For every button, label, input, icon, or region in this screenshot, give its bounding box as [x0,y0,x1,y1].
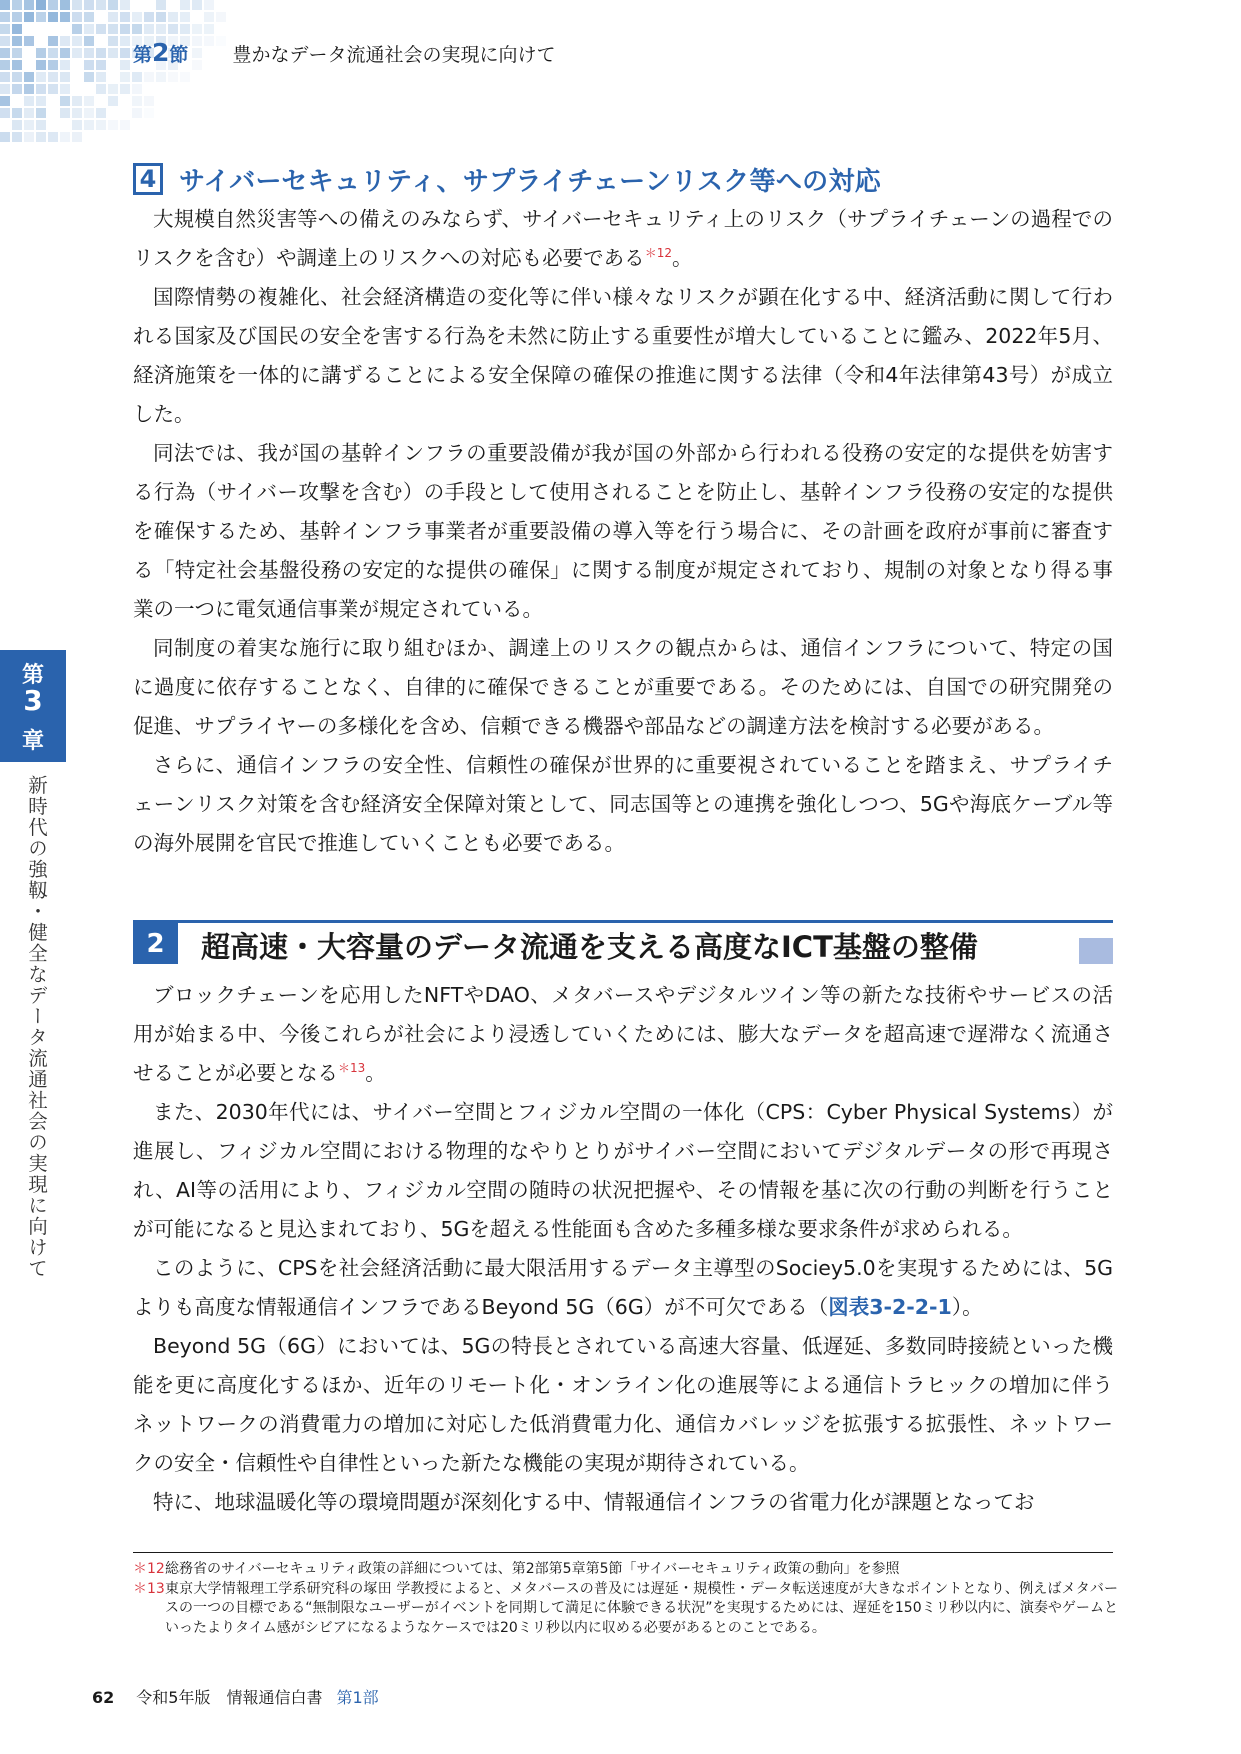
mosaic-square [48,0,58,10]
mosaic-square [144,96,154,106]
mosaic-square [60,48,70,58]
subsection-title: サイバーセキュリティ、サプライチェーンリスク等への対応 [179,166,882,197]
mosaic-square [60,132,70,142]
mosaic-square [60,72,70,82]
mosaic-square [108,12,118,22]
subsection-number: 4 [133,163,163,195]
mosaic-square [144,24,154,34]
mosaic-square [36,0,46,10]
footnote-divider [133,1552,1113,1553]
mosaic-square [120,120,130,130]
mosaic-square [144,72,154,82]
mosaic-square [96,24,106,34]
mosaic-square [72,48,82,58]
mosaic-square [180,0,190,10]
mosaic-square [0,24,10,34]
mosaic-square [72,96,82,106]
mosaic-square [48,12,58,22]
mosaic-square [60,0,70,10]
paragraph: 大規模自然災害等への備えのみならず、サイバーセキュリティ上のリスク（サプライチェーンの過程でのリスクを含む）や調達上のリスクへの対応も必要である$^{*12}$。 [133,207,1113,270]
mosaic-square [84,60,94,70]
mosaic-square [12,0,22,10]
mosaic-square [84,48,94,58]
mosaic-square [24,108,34,118]
section-heading-title: 超高速・大容量のデータ流通を支える高度なICT基盤の整備 [201,930,978,964]
paragraph: 同制度の着実な施行に取り組むほか、調達上のリスクの観点からは、通信インフラについて、特定の国に過度に依存することなく、自律的に確保できることが重要である。そのためには、自国での研究開発の促進、サプライヤーの多様化を含め、信頼できる機器や部品などの調達方法を検討する必要がある。 [133,636,1113,738]
mosaic-square [12,120,22,130]
paragraph: 国際情勢の複雑化、社会経済構造の変化等に伴い様々なリスクが顕在化する中、経済活動に関して行われる国家及び国民の安全を害する行為を未然に防止する重要性が増大していることに鑑み、2022年5月、経済施策を一体的に講ずることによる安全保障の確保の推進に関する法律（令和4年法律第43号）が成立した。 [133,285,1113,426]
mosaic-square [36,132,46,142]
page-number: 62 [92,1688,115,1707]
section-body [133,976,1113,1522]
mosaic-square [0,108,10,118]
mosaic-square [48,48,58,58]
mosaic-square [72,36,82,46]
mosaic-square [0,60,10,70]
mosaic-square [84,120,94,130]
mosaic-square [96,48,106,58]
footnotes [133,1560,1118,1638]
paragraph: 同法では、我が国の基幹インフラの重要設備が我が国の外部から行われる役務の安定的な提供を妨害する行為（サイバー攻撃を含む）の手段として使用されることを防止し、基幹インフラ役務の安定的な提供を確保するため、基幹インフラ事業者が重要設備の導入等を行う場合に、その計画を政府が事前に審査する「特定社会基盤役務の安定的な提供の確保」に関する制度が規定されており、規制の対象となり得る事業の一つに電気通信事業が規定されている。 [133,441,1113,621]
mosaic-square [72,108,82,118]
mosaic-square [132,108,142,118]
mosaic-square [204,12,214,22]
mosaic-square [12,24,22,34]
mosaic-square [84,24,94,34]
publication-title: 令和5年版 情報通信白書 [136,1688,323,1707]
paragraph: 特に、地球温暖化等の環境問題が深刻化する中、情報通信インフラの省電力化が課題となってお [153,1490,1035,1514]
mosaic-square [132,84,142,94]
running-header [133,38,555,67]
mosaic-square [0,36,10,46]
mosaic-square [168,12,178,22]
mosaic-square [96,0,106,10]
mosaic-square [144,12,154,22]
mosaic-square [216,12,226,22]
mosaic-square [60,60,70,70]
mosaic-square [132,12,142,22]
mosaic-square [48,36,58,46]
paragraph: さらに、通信インフラの安全性、信頼性の確保が世界的に重要視されていることを踏まえ、サプライチェーンリスク対策を含む経済安全保障対策として、同志国等との連携を強化しつつ、5Gや海底ケーブル等の海外展開を官民で推進していくことも必要である。 [133,753,1113,855]
mosaic-square [120,48,130,58]
mosaic-square [12,48,22,58]
mosaic-square [84,72,94,82]
mosaic-square [120,12,130,22]
mosaic-square [36,120,46,130]
mosaic-square [12,36,22,46]
mosaic-square [204,0,214,10]
mosaic-square [36,108,46,118]
mosaic-square [36,48,46,58]
mosaic-square [132,72,142,82]
mosaic-square [180,72,190,82]
mosaic-square [24,36,34,46]
mosaic-square [60,96,70,106]
paragraph: ブロックチェーンを応用したNFTやDAO、メタバースやデジタルツイン等の新たな技術やサービスの活用が始まる中、今後これらが社会により浸透していくためには、膨大なデータを超高速で遅滞なく流通させることが必要となる$^{*13}$。 [133,983,1113,1085]
mosaic-square [12,132,22,142]
mosaic-square [96,108,106,118]
figure-reference-link[interactable]: 図表3-2-2-1 [828,1295,952,1319]
mosaic-square [60,36,70,46]
mosaic-square [84,108,94,118]
mosaic-square [108,36,118,46]
mosaic-square [12,108,22,118]
mosaic-square [120,84,130,94]
mosaic-square [96,84,106,94]
mosaic-square [60,84,70,94]
mosaic-square [84,96,94,106]
mosaic-square [204,24,214,34]
heading-rule [133,920,1113,923]
mosaic-square [0,132,10,142]
mosaic-square [108,48,118,58]
mosaic-square [0,72,10,82]
mosaic-square [12,12,22,22]
paragraph: また、2030年代には、サイバー空間とフィジカル空間の一体化（CPS：Cyber Physical Systems）が進展し、フィジカル空間における物理的なやりとりがサイバー空間においてデジタルデータの形で再現され、AI等の活用により、フィジカル空間の随時の状況把握や、その情報を基に次の行動の判断を行うことが可能になると見込まれており、5Gを超える性能面も含めた多種多様な要求条件が求められる。 [133,1100,1113,1241]
mosaic-square [120,24,130,34]
mosaic-square [24,132,34,142]
mosaic-square [60,108,70,118]
mosaic-square [108,0,118,10]
mosaic-square [168,24,178,34]
mosaic-square [108,120,118,130]
heading-tab [1079,938,1113,964]
subsection-body [133,200,1113,863]
footnote-12: ＊12 総務省のサイバーセキュリティ政策の詳細については、第2部第5章第5節「サイバーセキュリティ政策の動向」を参照 [133,1561,900,1577]
mosaic-square [36,12,46,22]
mosaic-square [120,60,130,70]
mosaic-square [0,96,10,106]
mosaic-square [12,60,22,70]
mosaic-square [96,60,106,70]
mosaic-square [36,72,46,82]
footnote-ref-12[interactable]: ＊12 [644,246,672,261]
mosaic-square [108,96,118,106]
mosaic-square [48,72,58,82]
mosaic-square [24,84,34,94]
chapter-tab: 第 3 章 [0,650,66,762]
mosaic-square [0,0,10,10]
page-footer [92,1685,379,1708]
mosaic-square [96,120,106,130]
mosaic-square [48,60,58,70]
part-label: 第1部 [336,1688,379,1707]
mosaic-square [168,72,178,82]
mosaic-square [108,24,118,34]
mosaic-square [180,24,190,34]
mosaic-square [156,24,166,34]
mosaic-square [108,84,118,94]
mosaic-square [96,72,106,82]
mosaic-square [192,0,202,10]
mosaic-square [24,72,34,82]
mosaic-square [72,0,82,10]
mosaic-square [156,72,166,82]
mosaic-square [84,0,94,10]
mosaic-square [132,96,142,106]
mosaic-square [120,36,130,46]
mosaic-square [180,12,190,22]
mosaic-square [0,84,10,94]
corner-decoration [0,0,230,150]
mosaic-square [0,12,10,22]
mosaic-square [72,132,82,142]
footnote-13: ＊13 東京大学情報理工学系研究科の塚田 学教授によると、メタバースの普及には遅延・規模性・データ転送速度が大きなポイントとなり、例えばメタバースの一つの目標である“無制限なユーザーがイベントを同期して満足に体験できる状況”を実現するためには、遅延を150ミリ秒以内に、演奏やゲームといったよりタイム感がシビアになるようなケースでは20ミリ秒以内に収める必要があるとのことである。 [133,1580,1118,1636]
mosaic-square [60,12,70,22]
mosaic-square [144,108,154,118]
section-heading [133,920,1113,964]
section-number: 2 [133,923,178,964]
mosaic-square [24,12,34,22]
footnote-ref-13[interactable]: ＊13 [338,1061,366,1076]
paragraph: このように、CPSを社会経済活動に最大限活用するデータ主導型のSociey5.0を実現するためには、5Gよりも高度な情報通信インフラであるBeyond 5G（6G）が不可欠である（図表3-2-2-1）。 [133,1256,1113,1319]
mosaic-square [12,72,22,82]
mosaic-square [72,24,82,34]
mosaic-square [84,36,94,46]
mosaic-square [84,12,94,22]
mosaic-square [24,96,34,106]
mosaic-square [120,0,130,10]
section-title: 豊かなデータ流通社会の実現に向けて [232,44,556,66]
mosaic-square [24,0,34,10]
chapter-title-vertical: 新時代の強靱・健全なデータ流通社会の実現に向けて [25,775,48,1279]
mosaic-square [72,12,82,22]
mosaic-square [156,12,166,22]
mosaic-square [72,120,82,130]
section-label: 第2節 [133,38,189,67]
paragraph: Beyond 5G（6G）においては、5Gの特長とされている高速大容量、低遅延、多数同時接続といった機能を更に高度化するほか、近年のリモート化・オンライン化の進展等による通信トラヒックの増加に伴うネットワークの消費電力の増加に対応した低消費電力化、通信カバレッジを拡張する拡張性、ネットワークの安全・信頼性や自律性といった新たな機能の実現が期待されている。 [133,1334,1113,1475]
mosaic-square [156,0,166,10]
mosaic-square [48,132,58,142]
mosaic-square [36,84,46,94]
mosaic-square [48,84,58,94]
mosaic-square [36,60,46,70]
mosaic-square [36,96,46,106]
mosaic-square [12,84,22,94]
mosaic-square [192,24,202,34]
mosaic-square [24,120,34,130]
mosaic-square [120,72,130,82]
mosaic-square [132,24,142,34]
subsection-heading [133,160,881,198]
mosaic-square [0,48,10,58]
